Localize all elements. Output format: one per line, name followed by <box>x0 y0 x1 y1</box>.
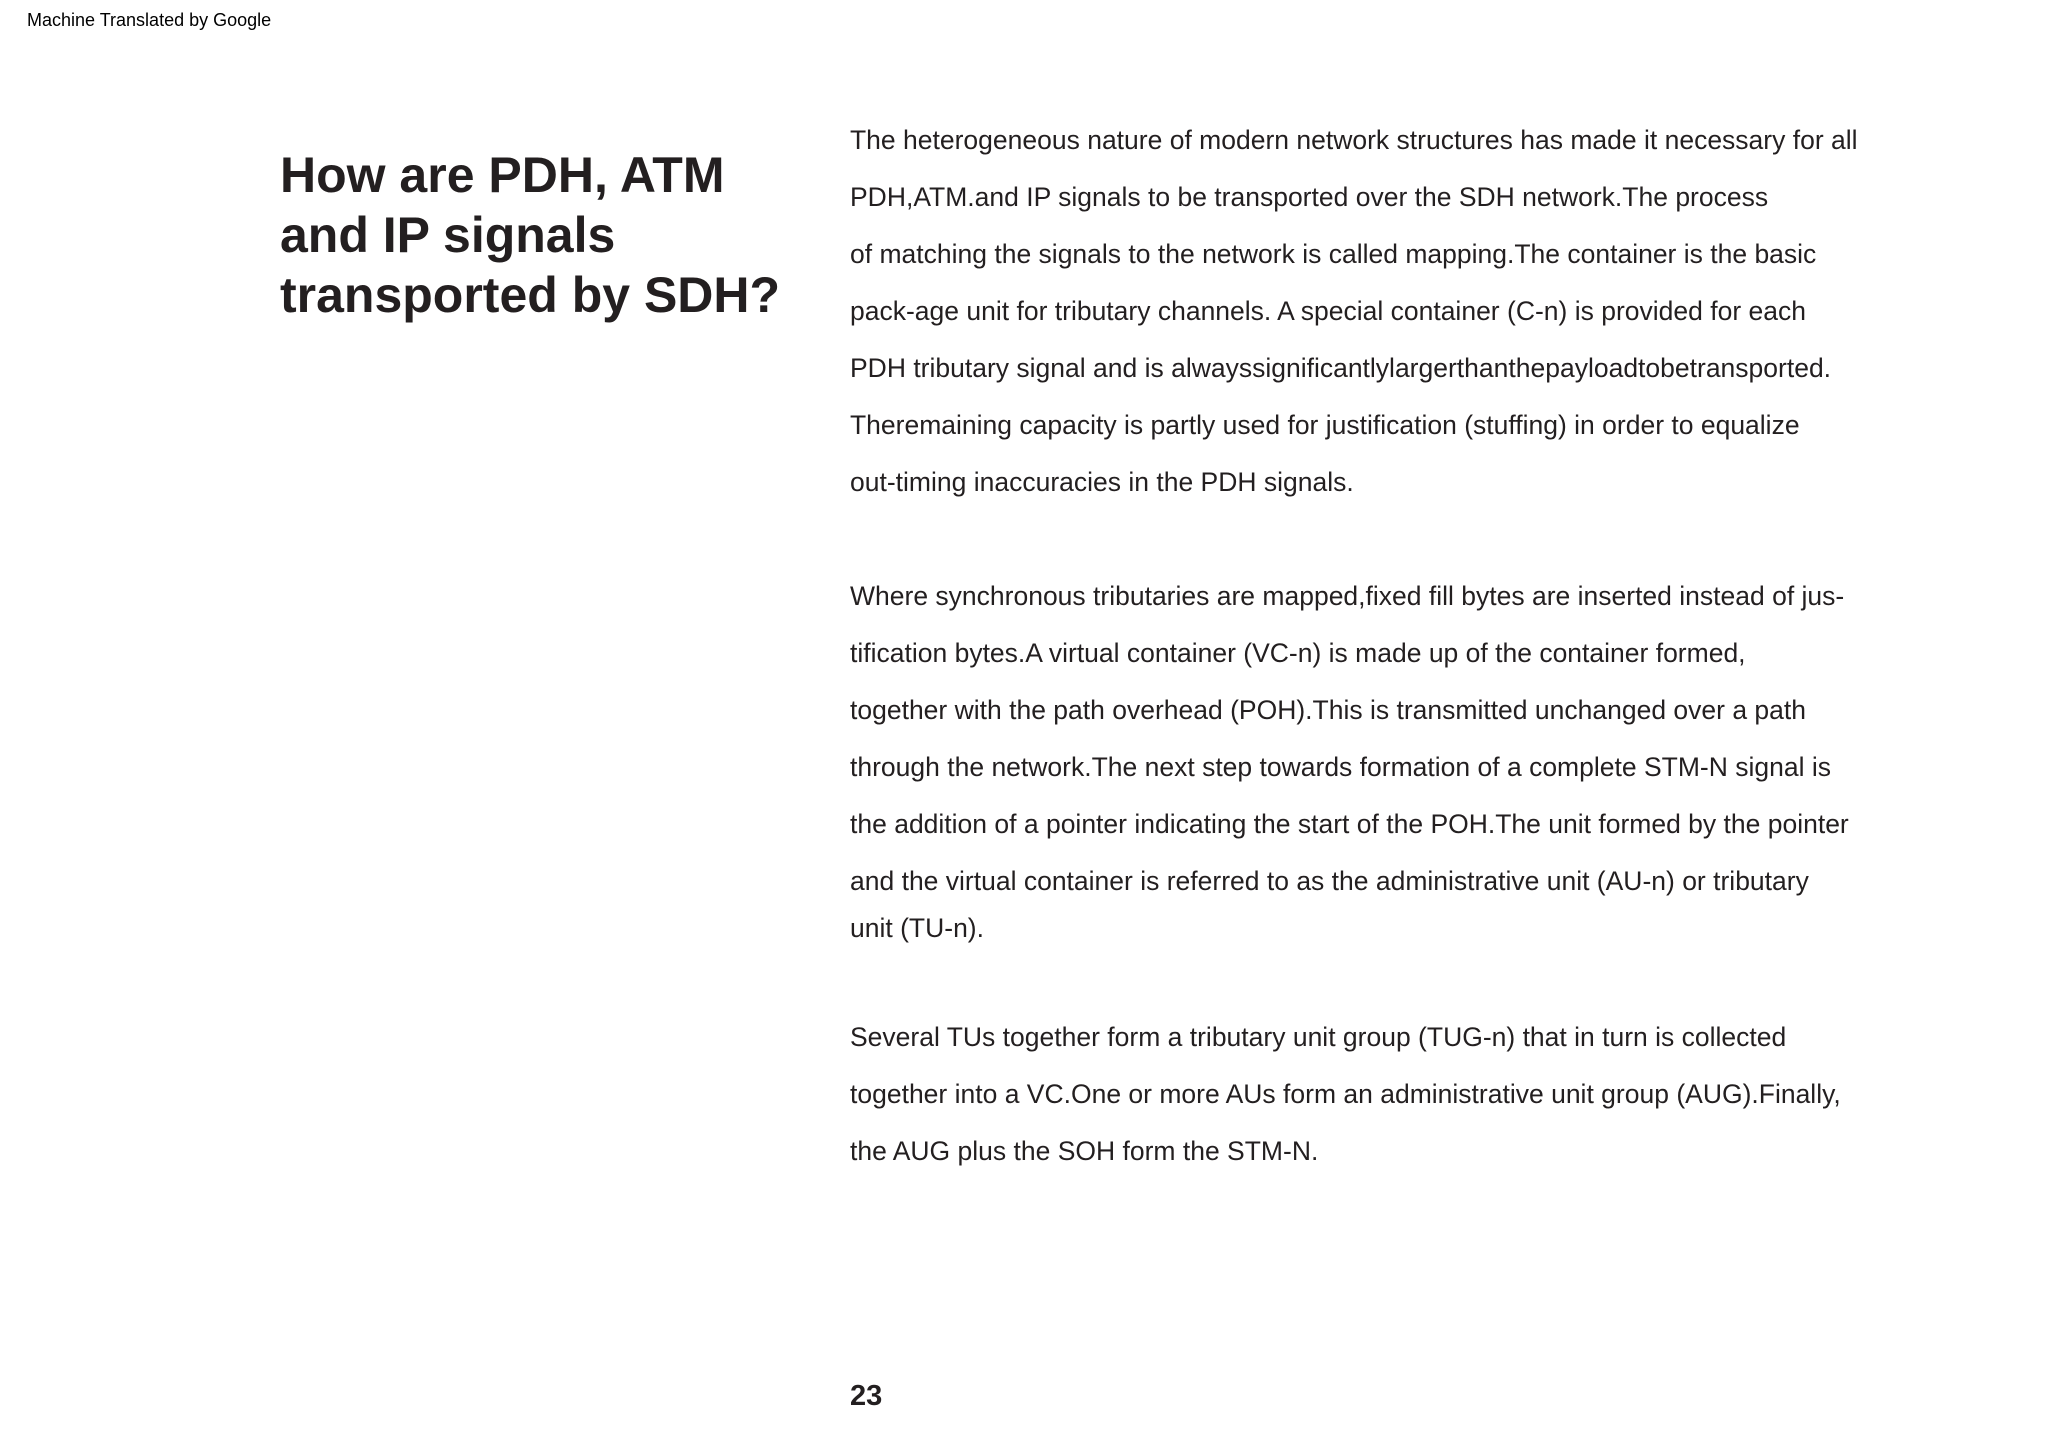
page-number: 23 <box>850 1380 883 1412</box>
heading-line: How are PDH, ATM <box>280 147 725 203</box>
text-line: The heterogeneous nature of modern network structures has made it necessary for all <box>850 125 1858 155</box>
text-line: unit (TU-n). <box>850 913 984 943</box>
paragraph-1 <box>850 112 2030 511</box>
text-line: PDH tributary signal and is alwayssignificantlylargerthanthepayloadtobetransported. <box>850 353 1832 383</box>
paragraph-gap <box>850 952 2030 1009</box>
text-line: together with the path overhead (POH).This is transmitted unchanged over a path <box>850 695 1807 725</box>
text-line: and the virtual container is referred to as the administrative unit (AU-n) or tributary <box>850 866 1809 896</box>
paragraph-gap <box>850 511 2030 568</box>
text-line: Where synchronous tributaries are mapped,fixed fill bytes are inserted instead of jus- <box>850 581 1845 611</box>
text-line: the AUG plus the SOH form the STM-N. <box>850 1136 1319 1166</box>
text-line: through the network.The next step towards formation of a complete STM-N signal is <box>850 752 1831 782</box>
text-line: pack-age unit for tributary channels. A special container (C-n) is provided for each <box>850 296 1806 326</box>
text-line: the addition of a pointer indicating the start of the POH.The unit formed by the pointer <box>850 809 1849 839</box>
machine-translation-notice: Machine Translated by Google <box>27 10 272 30</box>
paragraph-3 <box>850 1009 2030 1180</box>
page-heading <box>280 145 780 325</box>
heading-line: transported by SDH? <box>280 267 781 323</box>
text-line: of matching the signals to the network is called mapping.The container is the basic <box>850 239 1817 269</box>
text-line: tification bytes.A virtual container (VC-n) is made up of the container formed, <box>850 638 1746 668</box>
text-line: Several TUs together form a tributary unit group (TUG-n) that in turn is collected <box>850 1022 1787 1052</box>
text-line: Theremaining capacity is partly used for justification (stuffing) in order to equalize <box>850 410 1800 440</box>
text-line: out-timing inaccuracies in the PDH signals. <box>850 467 1354 497</box>
heading-line: and IP signals <box>280 207 616 263</box>
text-line: together into a VC.One or more AUs form an administrative unit group (AUG).Finally, <box>850 1079 1841 1109</box>
body-text <box>850 112 2030 1180</box>
paragraph-2 <box>850 568 2030 952</box>
text-line: PDH,ATM.and IP signals to be transported over the SDH network.The process <box>850 182 1769 212</box>
